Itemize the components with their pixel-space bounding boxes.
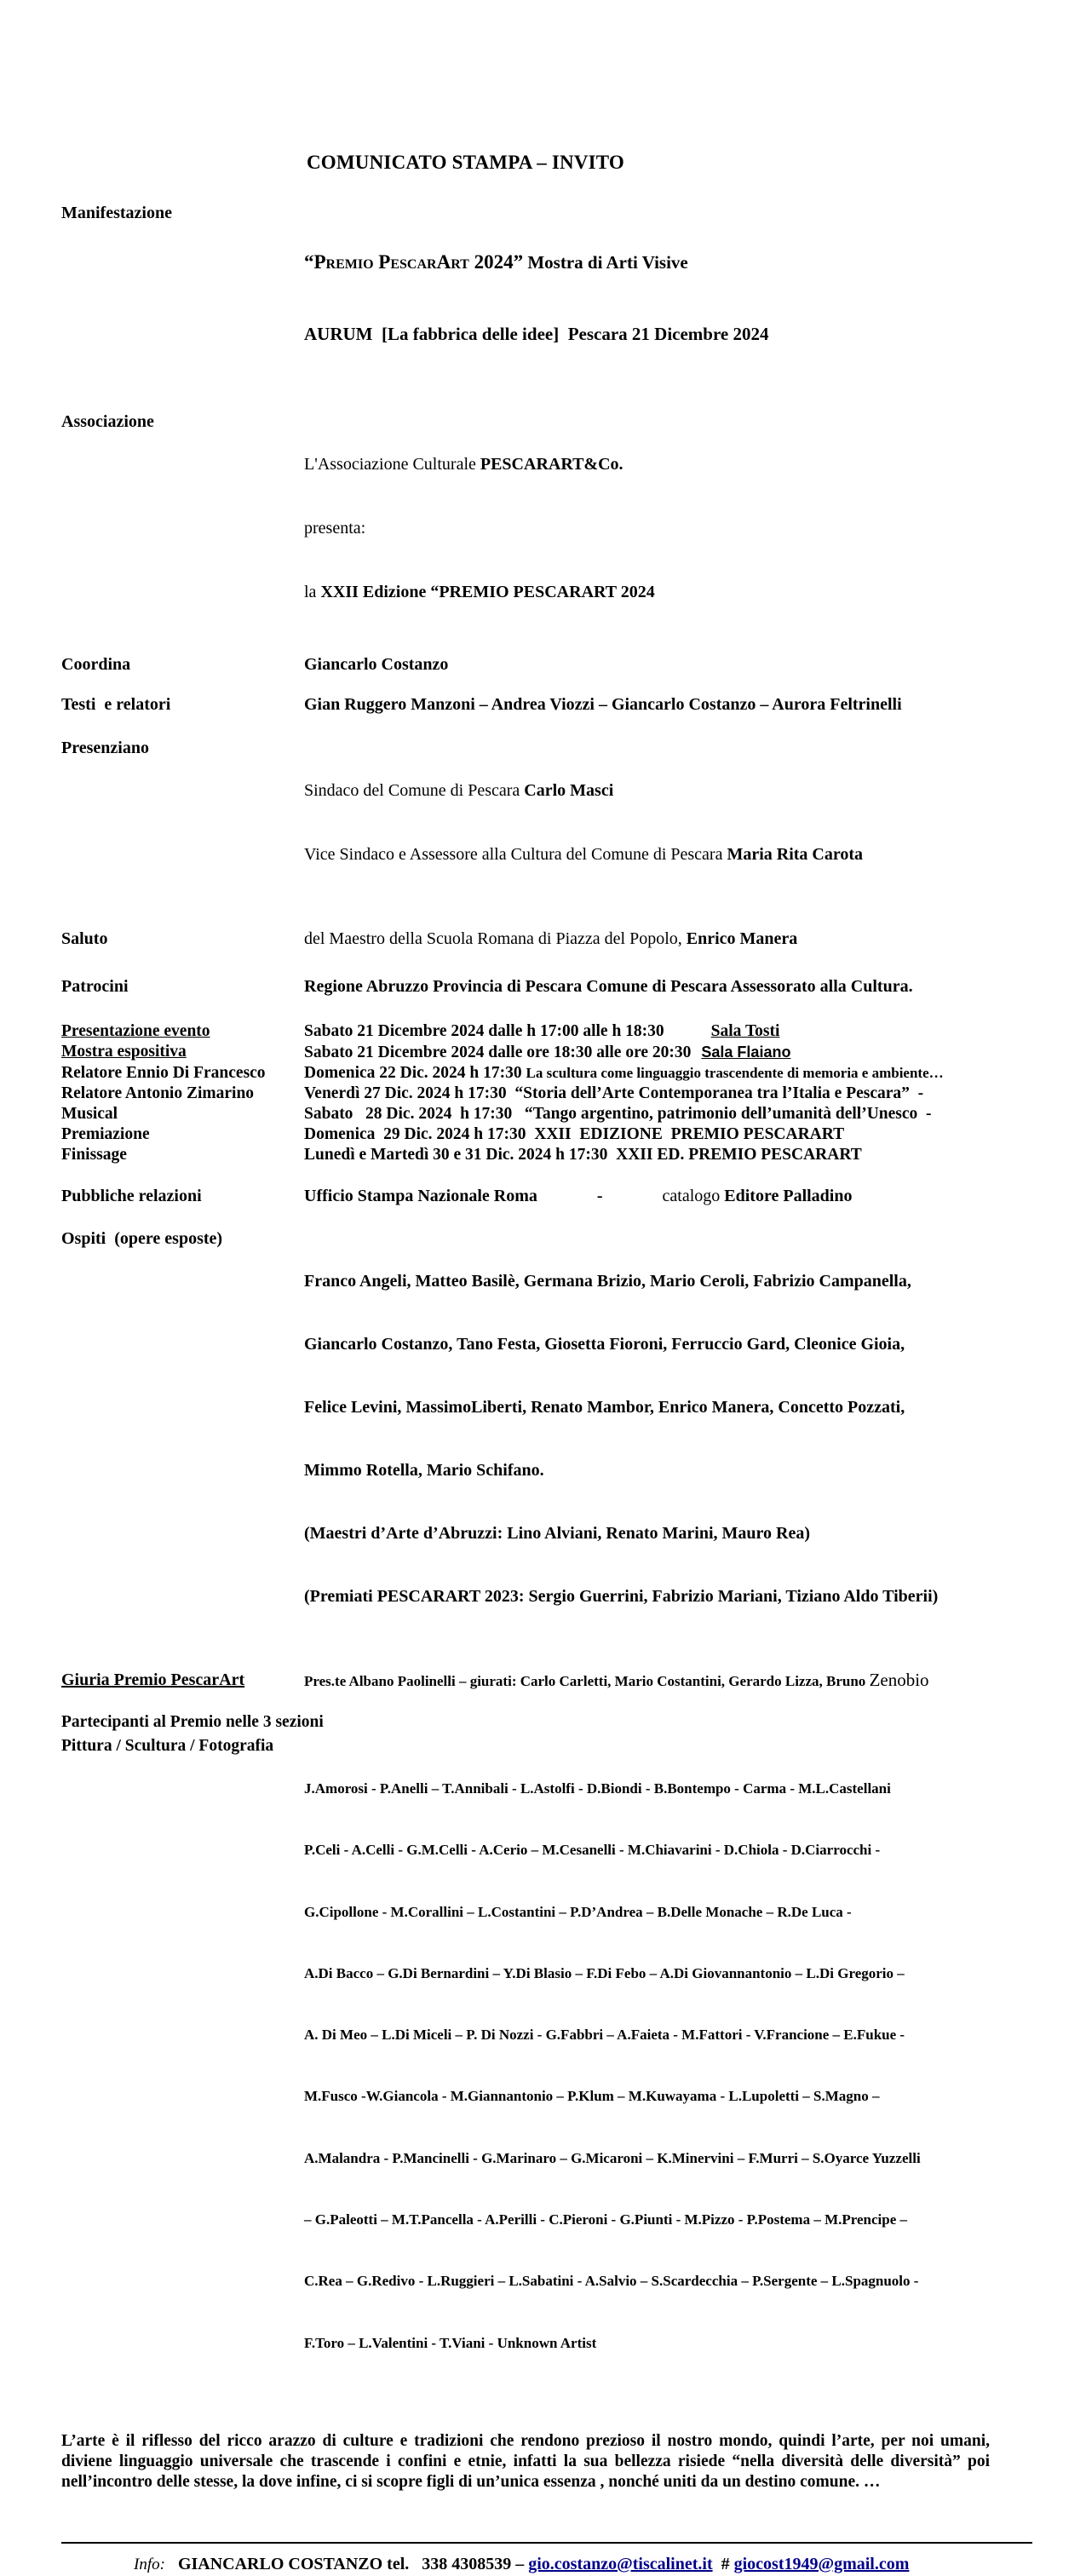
value-associazione <box>304 411 655 646</box>
program-row-relatore-difrancesco <box>61 1063 1037 1084</box>
label-giuria: Giuria Premio PescarArt <box>61 1670 245 1689</box>
sala-tosti: Sala Tosti <box>710 1022 780 1040</box>
vicesindaco-name: Maria Rita Carota <box>727 845 864 864</box>
row-pubbliche-relazioni <box>61 1186 1037 1207</box>
row-testi-relatori <box>61 694 1037 716</box>
mostra-datetime: Sabato 21 Dicembre 2024 dalle ore 18:30 alle ore 20:30 <box>304 1044 692 1061</box>
contact-name-phone: GIANCARLO COSTANZO tel. 338 4308539 – <box>177 2554 529 2573</box>
label-presenziano: Presenziano <box>61 739 149 757</box>
vicesindaco-text: Vice Sindaco e Assessore alla Cultura del Comune di Pescara <box>304 845 727 864</box>
value-presentazione-evento <box>304 1021 779 1042</box>
label-premiazione: Premiazione <box>61 1125 150 1143</box>
value-relatore-difrancesco <box>304 1063 944 1084</box>
press-release-page <box>0 152 1086 2576</box>
participants-line: A.Di Bacco – G.Di Bernardini – Y.Di Blasio – F.Di Febo – A.Di Giovannantonio – L.Di Gregorio – <box>304 1964 905 1981</box>
label-sezioni: Pittura / Scultura / Fotografia <box>61 1737 274 1755</box>
participants-line: – G.Paleotti – M.T.Pancella - A.Perilli - C.Pieroni - G.Piunti - M.Pizzo - P.Postema – M.Prencipe – <box>304 2211 908 2228</box>
associazione-line3 <box>304 582 655 603</box>
sala-flaiano: Sala Flaiano <box>701 1044 791 1061</box>
value-mostra-espositiva <box>304 1042 790 1063</box>
label-presentazione-evento: Presentazione evento <box>61 1022 210 1040</box>
sindaco-text: Sindaco del Comune di Pescara <box>304 781 525 800</box>
value-coordina: Giancarlo Costanzo <box>304 655 449 674</box>
value-saluto <box>304 929 797 950</box>
sindaco-name: Carlo Masci <box>524 781 614 800</box>
spacer <box>165 2555 178 2573</box>
manifestazione-subtitle: Mostra di Arti Visive <box>523 252 688 273</box>
value-giuria <box>304 1670 929 1692</box>
row-presenziano <box>61 738 1037 908</box>
program-schedule <box>61 1021 1037 1165</box>
info-label: Info: <box>134 2555 165 2573</box>
row-partecipanti <box>61 1737 1037 2395</box>
row-saluto <box>61 929 1037 950</box>
guest-line-maestri: (Maestri d’Arte d’Abruzzi: Lino Alviani, Renato Marini, Mauro Rea) <box>304 1524 810 1543</box>
row-manifestazione <box>61 203 1037 394</box>
program-row-premiazione <box>61 1124 1037 1145</box>
associazione-name: PESCARART&Co. <box>480 455 623 474</box>
label-patrocini: Patrocini <box>61 977 129 996</box>
row-coordina <box>61 654 1037 676</box>
participants-line: G.Cipollone - M.Corallini – L.Costantini – P.D’Andrea – B.Delle Monache – R.De Luca - <box>304 1903 852 1920</box>
associazione-line1 <box>304 454 655 475</box>
saluto-name: Enrico Manera <box>686 929 798 948</box>
label-relatore-difrancesco: Relatore Ennio Di Francesco <box>61 1064 266 1082</box>
edizione-intro: la <box>304 583 321 601</box>
value-presenziano <box>304 738 863 908</box>
difrancesco-datetime: Domenica 22 Dic. 2024 h 17:30 <box>304 1064 526 1082</box>
difrancesco-topic: La scultura come linguaggio trascendente di memoria e ambiente… <box>526 1065 944 1081</box>
label-testi-relatori: Testi e relatori <box>61 695 171 714</box>
row-patrocini <box>61 976 1037 998</box>
value-premiazione: Domenica 29 Dic. 2024 h 17:30 XXII EDIZIONE PREMIO PESCARART <box>304 1125 845 1143</box>
premio-title: “Premio PescarArt 2024” <box>304 251 524 273</box>
participants-heading: Partecipanti al Premio nelle 3 sezioni <box>61 1713 324 1731</box>
value-manifestazione <box>304 203 769 394</box>
presentazione-datetime: Sabato 21 Dicembre 2024 dalle h 17:00 alle h 18:30 <box>304 1022 664 1040</box>
label-coordina: Coordina <box>61 655 131 674</box>
guest-line-premiati-2023: (Premiati PESCARART 2023: Sergio Guerrini, Fabrizio Mariani, Tiziano Aldo Tiberii) <box>304 1587 939 1606</box>
footer-divider <box>61 2542 1032 2544</box>
label-musical: Musical <box>61 1105 118 1123</box>
program-row-finissage <box>61 1145 1037 1165</box>
hash-separator: # <box>712 2554 734 2573</box>
row-ospiti <box>61 1228 1037 1649</box>
participants-line: A. Di Meo – L.Di Miceli – P. Di Nozzi - G.Fabbri – A.Faieta - M.Fattori - V.Francione – E.Fukue - <box>304 2027 905 2044</box>
associazione-line2: presenta: <box>304 519 366 538</box>
guest-artists-list <box>304 1228 938 1649</box>
label-pubbliche-relazioni: Pubbliche relazioni <box>61 1187 202 1205</box>
row-giuria <box>61 1670 1037 1692</box>
separator-dash: - <box>596 1187 603 1205</box>
program-row-relatore-zimarino <box>61 1084 1037 1104</box>
presenziano-line1 <box>304 780 863 802</box>
program-row-mostra <box>61 1042 1037 1063</box>
value-relatore-zimarino: Venerdì 27 Dic. 2024 h 17:30 “Storia dell’Arte Contemporanea tra l’Italia e Pescara” - <box>304 1084 924 1102</box>
guest-line: Franco Angeli, Matteo Basilè, Germana Brizio, Mario Ceroli, Fabrizio Campanella, <box>304 1272 911 1291</box>
manifestazione-line2: AURUM [La fabbrica delle idee] Pescara 21 Dicembre 2024 <box>304 324 769 344</box>
value-musical: Sabato 28 Dic. 2024 h 17:30 “Tango argentino, patrimonio dell’umanità dell’Unesco - <box>304 1105 932 1123</box>
value-testi-relatori: Gian Ruggero Manzoni – Andrea Viozzi – Giancarlo Costanzo – Aurora Feltrinelli <box>304 695 902 714</box>
presenziano-line2 <box>304 844 863 865</box>
footer-contact-line <box>61 2553 1037 2576</box>
label-mostra-espositiva: Mostra espositiva <box>61 1043 187 1061</box>
email-link-tiscalinet[interactable]: gio.costanzo@tiscalinet.it <box>528 2554 713 2573</box>
participants-line: A.Malandra - P.Mancinelli - G.Marinaro – G.Micaroni – K.Minervini – F.Murri – S.Oyarce Yuzzelli <box>304 2149 921 2166</box>
guest-line: Felice Levini, MassimoLiberti, Renato Mambor, Enrico Manera, Concetto Pozzati, <box>304 1398 905 1417</box>
participants-line: M.Fusco -W.Giancola - M.Giannantonio – P.Klum – M.Kuwayama - L.Lupoletti – S.Magno – <box>304 2088 880 2105</box>
press-office: Ufficio Stampa Nazionale Roma <box>304 1187 537 1205</box>
guest-line: Giancarlo Costanzo, Tano Festa, Giosetta Fioroni, Ferruccio Gard, Cleonice Gioia, <box>304 1335 905 1354</box>
value-finissage: Lunedì e Martedì 30 e 31 Dic. 2024 h 17:30 XXII ED. PREMIO PESCARART <box>304 1146 862 1164</box>
publisher-name: Editore Palladino <box>724 1187 853 1205</box>
label-relatore-zimarino: Relatore Antonio Zimarino <box>61 1084 255 1102</box>
program-row-presentazione <box>61 1021 1037 1042</box>
manifestazione-line1 <box>304 250 769 274</box>
value-pubbliche-relazioni <box>304 1186 853 1207</box>
program-row-musical <box>61 1104 1037 1124</box>
page-title: COMUNICATO STAMPA – INVITO <box>307 152 625 173</box>
participants-line: P.Celi - A.Celli - G.M.Celli - A.Cerio – M.Cesanelli - M.Chiavarini - D.Chiola - D.Ciarrocchi - <box>304 1842 881 1859</box>
jury-members: Pres.te Albano Paolinelli – giurati: Carlo Carletti, Mario Costantini, Gerardo Lizza, Bruno <box>304 1673 870 1689</box>
closing-paragraph: L’arte è il riflesso del ricco arazzo di culture e tradizioni che rendono prezioso il nostro mondo, quindi l’arte, per noi umani, diviene linguaggio universale che trascende i confini e etnie, infatti la sua bellezza risiede “nella diversità delle diversità” poi nell’incontro delle stesse, la dove infine, ci si scopre figli di un’unica essenza , nonché uniti da un destino comune. … <box>61 2431 990 2491</box>
catalog-text: catalogo <box>662 1187 725 1205</box>
participants-line: F.Toro – L.Valentini - T.Viani - Unknown Artist <box>304 2334 597 2351</box>
email-link-gmail[interactable]: giocost1949@gmail.com <box>733 2554 910 2573</box>
row-associazione <box>61 411 1037 646</box>
value-patrocini: Regione Abruzzo Provincia di Pescara Comune di Pescara Assessorato alla Cultura. <box>304 977 913 996</box>
label-manifestazione: Manifestazione <box>61 204 172 222</box>
label-ospiti: Ospiti (opere esposte) <box>61 1229 223 1248</box>
label-finissage: Finissage <box>61 1146 127 1164</box>
associazione-intro: L'Associazione Culturale <box>304 455 480 474</box>
jury-member-zenobio: Zenobio <box>869 1670 929 1690</box>
guest-line: Mimmo Rotella, Mario Schifano. <box>304 1461 544 1480</box>
saluto-text: del Maestro della Scuola Romana di Piazza del Popolo, <box>304 929 687 948</box>
edizione-title: XXII Edizione “PREMIO PESCARART 2024 <box>320 583 655 601</box>
participants-line: C.Rea – G.Redivo - L.Ruggieri – L.Sabatini - A.Salvio – S.Scardecchia – P.Sergente – L.Spagnuolo - <box>304 2273 919 2290</box>
label-associazione: Associazione <box>61 412 154 431</box>
participants-list <box>304 1737 921 2395</box>
label-saluto: Saluto <box>61 929 108 948</box>
participants-line: J.Amorosi - P.Anelli – T.Annibali - L.Astolfi - D.Biondi - B.Bontempo - Carma - M.L.Castellani <box>304 1780 891 1797</box>
